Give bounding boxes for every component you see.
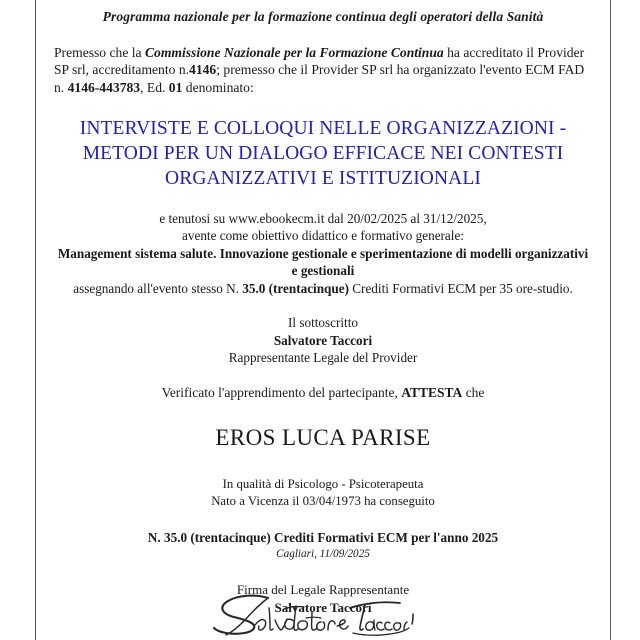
premise-text-1: Premesso che la xyxy=(54,44,145,60)
participant-qualification: In qualità di Psicologo - Psicoterapeuta xyxy=(222,476,424,491)
premise-paragraph xyxy=(54,44,592,97)
signer-role: Rappresentante Legale del Provider xyxy=(228,350,418,366)
participant-details xyxy=(54,476,592,511)
premise-text-2: ha accreditato il Provider SP srl, accreditamento n. xyxy=(54,44,585,78)
objective-intro: avente come obiettivo didattico e formativo generale: xyxy=(182,228,464,244)
event-date-from: 20/02/2025 xyxy=(347,210,408,226)
credits-assignment-line xyxy=(54,280,592,298)
provider-accreditation-number: 4146 xyxy=(189,62,217,78)
commission-name: Commissione Nazionale per la Formazione Continua xyxy=(144,44,444,60)
course-title: INTERVISTE E COLLOQUI NELLE ORGANIZZAZIONI - METODI PER UN DIALOGO EFFICACE NEI CONTESTI ORGANIZZATIVI E ISTITUZIONALI xyxy=(79,117,567,190)
attestation-line xyxy=(54,385,592,401)
premise-text-5: denominato: xyxy=(182,79,254,95)
event-platform-line xyxy=(54,210,592,228)
credits-assign-text-2: Crediti Formativi ECM per 35 ore-studio. xyxy=(348,280,573,296)
credits-awarded-line: N. 35.0 (trentacinque) Crediti Formativi ECM per l'anno 2025 xyxy=(147,530,499,546)
handwritten-signature xyxy=(160,592,420,640)
credits-assign-text-1: assegnando all'evento stesso N. xyxy=(73,280,243,296)
event-details xyxy=(54,210,592,298)
signer-block xyxy=(54,314,592,366)
page-border-right xyxy=(610,0,611,640)
signature-ink-icon xyxy=(160,592,420,640)
participant-name: EROS LUCA PARISE xyxy=(215,424,431,450)
held-text-1: e tenutosi su xyxy=(159,210,229,226)
certificate-content xyxy=(54,0,592,640)
event-code: 4146-443783 xyxy=(67,79,141,95)
credits-block xyxy=(54,530,592,560)
programme-header: Programma nazionale per la formazione continua degli operatori della Sanità xyxy=(102,9,544,24)
held-text-4: , xyxy=(483,210,487,226)
credits-value: 35.0 (trentacinque) xyxy=(242,280,349,296)
event-edition: 01 xyxy=(168,79,183,95)
signature-signer-name: Salvatore Taccori xyxy=(274,599,372,615)
event-date-to: 31/12/2025 xyxy=(423,210,484,226)
event-objective: Management sistema salute. Innovazione gestionale e sperimentazione di modelli organizzativi e gestionali xyxy=(57,245,589,279)
held-text-2: dal xyxy=(324,210,348,226)
signer-intro: Il sottoscritto xyxy=(288,315,358,331)
signer-name: Salvatore Taccori xyxy=(273,332,373,348)
page-border-left xyxy=(35,0,36,640)
participant-birth-line: Nato a Vicenza il 03/04/1973 ha conseguito xyxy=(211,493,435,508)
signature-caption: Firma del Legale Rappresentante xyxy=(236,582,410,598)
attestation-text-1: Verificato l'apprendimento del partecipante, xyxy=(161,384,402,400)
premise-text-4: , Ed. xyxy=(140,79,169,95)
attestation-emphasis: ATTESTA xyxy=(401,384,463,400)
event-platform: www.ebookecm.it xyxy=(228,210,325,226)
premise-text-3: ; premesso che il Provider SP srl ha organizzato l'evento ECM FAD n. xyxy=(54,62,585,95)
attestation-text-2: che xyxy=(462,384,485,400)
held-text-3: al xyxy=(407,210,424,226)
place-and-date: Cagliari, 11/09/2025 xyxy=(276,548,370,561)
